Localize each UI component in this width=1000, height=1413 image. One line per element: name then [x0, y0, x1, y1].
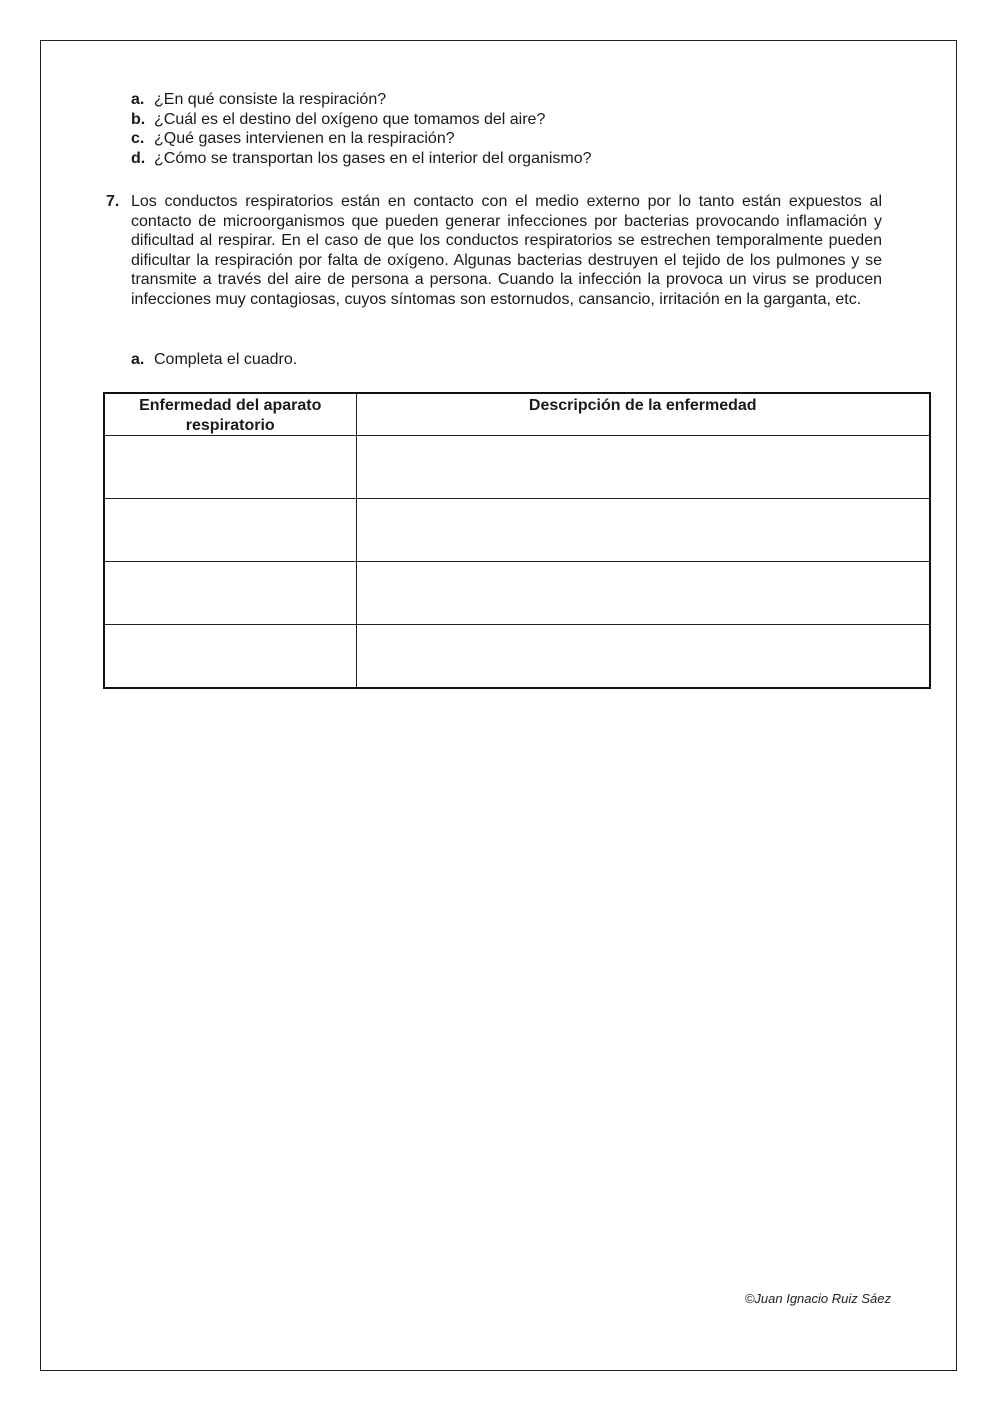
question-letter: a. [131, 351, 145, 368]
question-letter: b. [131, 110, 146, 128]
question-7 [106, 192, 882, 310]
question-letter: d. [131, 150, 146, 168]
question-number: 7. [106, 193, 120, 210]
question-c [131, 129, 592, 149]
question-d [131, 149, 592, 169]
header-disease: Enfermedad del aparato respiratorio [104, 393, 356, 436]
disease-cell[interactable] [104, 625, 356, 689]
question-text: ¿Cómo se transportan los gases en el interior del organismo? [154, 150, 592, 168]
question-text: ¿Qué gases intervienen en la respiración? [154, 130, 455, 148]
question-text: ¿En qué consiste la respiración? [154, 91, 387, 108]
question-b [131, 110, 592, 130]
description-cell[interactable] [356, 562, 930, 625]
question-a [131, 90, 592, 110]
table-header-row [104, 393, 930, 436]
table-row [104, 499, 930, 562]
question-letter: c. [131, 130, 145, 148]
question-7-paragraph: Los conductos respiratorios están en contacto con el medio externo por lo tanto están expuestos al contacto de microorganismos que pueden generar infecciones por bacterias provocando inflamación y dificultad al respirar. En el caso de que los conductos respiratorios se estrechen temporalmente pueden dificultar la respiración por falta de oxígeno. Algunas bacterias destruyen el tejido de los pulmones y se transmite a través del aire de persona a persona. Cuando la infección la provoca un virus se producen infecciones muy contagiosas, cuyos síntomas son estornudos, cansancio, irritación en la garganta, etc. [131, 193, 882, 308]
question-list [131, 90, 592, 169]
disease-cell[interactable] [104, 562, 356, 625]
table-row [104, 436, 930, 499]
disease-table [103, 392, 931, 689]
table-row [104, 625, 930, 689]
copyright-footer: ©Juan Ignacio Ruiz Sáez [744, 1291, 891, 1306]
disease-cell[interactable] [104, 436, 356, 499]
header-description: Descripción de la enfermedad [356, 393, 930, 436]
description-cell[interactable] [356, 625, 930, 689]
sub-question-a [131, 350, 297, 370]
description-cell[interactable] [356, 499, 930, 562]
description-cell[interactable] [356, 436, 930, 499]
question-text: Completa el cuadro. [154, 351, 298, 368]
table-row [104, 562, 930, 625]
question-letter: a. [131, 91, 145, 108]
question-text: ¿Cuál es el destino del oxígeno que tomamos del aire? [154, 110, 546, 128]
disease-cell[interactable] [104, 499, 356, 562]
